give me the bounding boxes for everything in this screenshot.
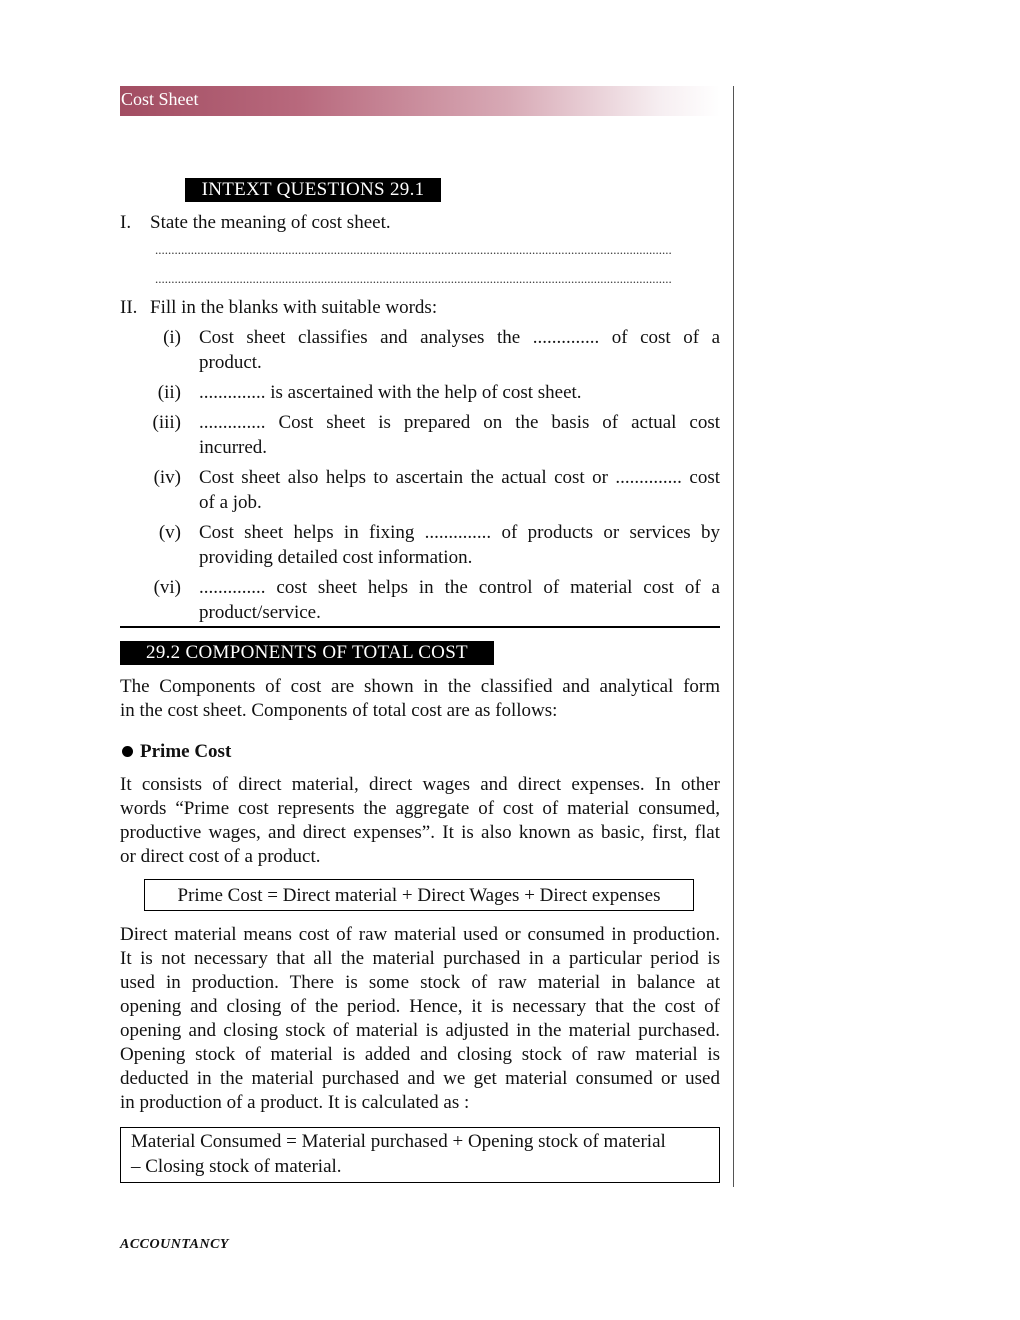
margin-rule	[733, 86, 734, 1187]
prime-cost-formula: Prime Cost = Direct material + Direct Wages + Direct expenses	[144, 879, 694, 911]
paragraph-line: in production of a product. It is calculated as :	[120, 1092, 470, 1113]
item-text: providing detailed cost information.	[199, 547, 473, 568]
paragraph-line: or direct cost of a product.	[120, 846, 321, 867]
item-text: .............. Cost sheet is prepared on the basis of actual cost	[199, 412, 720, 433]
section-divider	[120, 626, 720, 628]
paragraph-line: Direct material means cost of raw material used or consumed in production.	[120, 924, 720, 945]
item-text: product/service.	[199, 602, 321, 623]
item-number: (i)	[163, 327, 181, 348]
item-text: incurred.	[199, 437, 268, 458]
item-number: (iv)	[153, 467, 181, 488]
item-number: (v)	[158, 522, 181, 543]
item-text: .............. is ascertained with the help of cost sheet.	[199, 382, 582, 403]
subheading-prime-cost: Prime Cost	[140, 741, 232, 762]
paragraph-line: deducted in the material purchased and we get material consumed or used	[120, 1068, 720, 1089]
question-number: I.	[120, 212, 132, 233]
item-text: Cost sheet classifies and analyses the .............. of cost of a	[199, 327, 720, 348]
formula-line: – Closing stock of material.	[131, 1156, 342, 1177]
answer-blank-line: ...............................................................................................................................................................	[155, 272, 672, 286]
question-number: II.	[120, 297, 138, 318]
question-text: Fill in the blanks with suitable words:	[150, 297, 438, 318]
item-text: Cost sheet also helps to ascertain the actual cost or .............. cost	[199, 467, 720, 488]
header-band	[120, 86, 720, 116]
item-number: (ii)	[157, 382, 181, 403]
paragraph-line: Opening stock of material is added and closing stock of raw material is	[120, 1044, 720, 1065]
chapter-title: Cost Sheet	[121, 89, 199, 109]
question-text: State the meaning of cost sheet.	[150, 212, 391, 233]
bullet-icon	[122, 746, 133, 757]
formula-line: Material Consumed = Material purchased + Opening stock of material	[131, 1131, 666, 1152]
paragraph-line: It is not necessary that all the material purchased in a particular period is	[120, 948, 720, 969]
paragraph-line: used in production. There is some stock of raw material in balance at	[120, 972, 720, 993]
paragraph-line: opening and closing stock of material is adjusted in the material purchased.	[120, 1020, 720, 1041]
section-heading: 29.2 COMPONENTS OF TOTAL COST	[120, 641, 494, 665]
item-text: Cost sheet helps in fixing .............. of products or services by	[199, 522, 720, 543]
paragraph-line: The Components of cost are shown in the classified and analytical form	[120, 676, 720, 697]
material-consumed-formula	[120, 1127, 720, 1183]
intext-questions-heading: INTEXT QUESTIONS 29.1	[185, 178, 441, 202]
paragraph-line: in the cost sheet. Components of total cost are as follows:	[120, 700, 558, 721]
item-number: (iii)	[152, 412, 181, 433]
paragraph-line: productive wages, and direct expenses”. It is also known as basic, first, flat	[120, 822, 720, 843]
item-text: of a job.	[199, 492, 262, 513]
answer-blank-line: ...............................................................................................................................................................	[155, 243, 672, 257]
item-number: (vi)	[153, 577, 181, 598]
item-text: .............. cost sheet helps in the control of material cost of a	[199, 577, 720, 598]
paragraph-line: It consists of direct material, direct wages and direct expenses. In other	[120, 774, 720, 795]
paragraph-line: words “Prime cost represents the aggregate of cost of material consumed,	[120, 798, 720, 819]
paragraph-line: opening and closing of the period. Hence, it is necessary that the cost of	[120, 996, 720, 1017]
footer-label: ACCOUNTANCY	[120, 1237, 229, 1252]
item-text: product.	[199, 352, 262, 373]
